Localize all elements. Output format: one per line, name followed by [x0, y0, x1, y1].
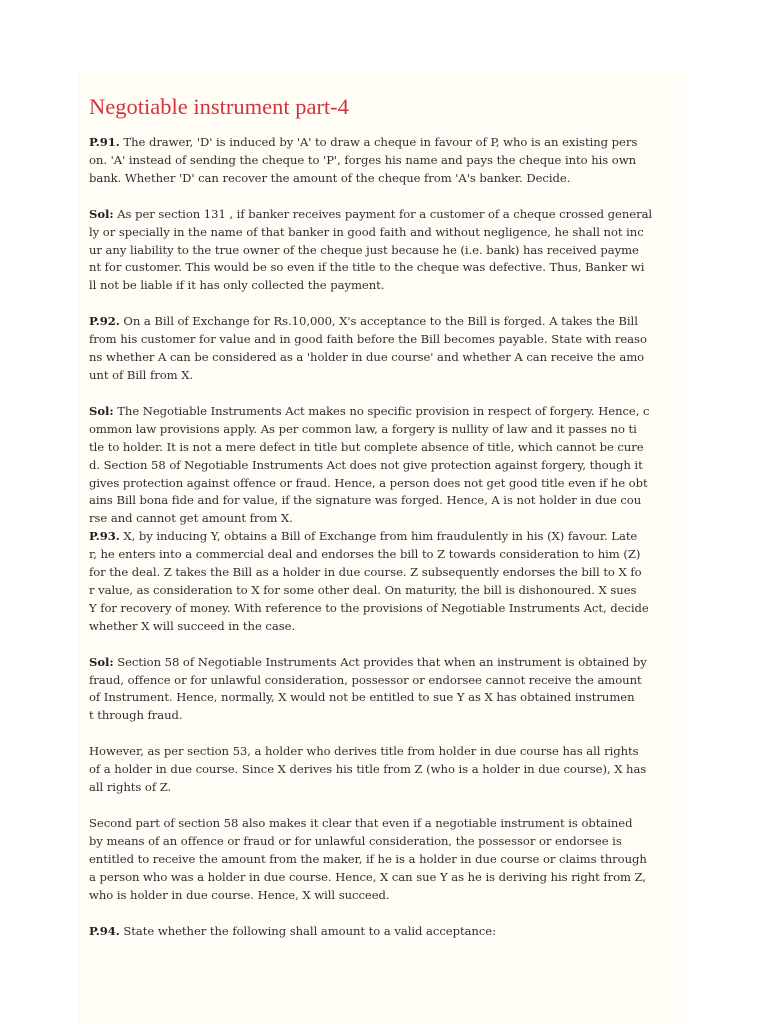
paragraph-sol-p91	[89, 206, 681, 296]
text-line: for the deal. Z takes the Bill as a holder in due course. Z subsequently endorses the bill to X fo	[89, 565, 642, 580]
paragraph-sol-p92	[89, 403, 681, 528]
text-line: P.94. State whether the following shall amount to a valid acceptance:	[89, 923, 496, 938]
text-line: gives protection against offence or fraud. Hence, a person does not get good title even if he obt	[89, 475, 648, 490]
question-label: P.91.	[89, 135, 120, 149]
text-line: tle to holder. It is not a mere defect in title but complete absence of title, which cannot be cure	[89, 439, 644, 454]
paragraph-p93	[89, 528, 681, 635]
text-line: P.92. On a Bill of Exchange for Rs.10,000, X's acceptance to the Bill is forged. A takes the Bill	[89, 314, 638, 329]
text-line: by means of an offence or fraud or for unlawful consideration, the possessor or endorsee is	[89, 833, 622, 848]
paragraph-p94	[89, 923, 681, 941]
text-line: from his customer for value and in good faith before the Bill becomes payable. State with reaso	[89, 332, 647, 347]
paragraph-p91	[89, 134, 681, 188]
paragraph-p92	[89, 313, 681, 385]
text-line: ur any liability to the true owner of the cheque just because he (i.e. bank) has received payme	[89, 242, 639, 257]
text-line: ly or specially in the name of that banker in good faith and without negligence, he shall not inc	[89, 224, 644, 239]
solution-label: Sol:	[89, 403, 114, 418]
text-line: P.93. X, by inducing Y, obtains a Bill of Exchange from him fraudulently in his (X) favour. Late	[89, 529, 638, 544]
paragraph-section-53	[89, 743, 681, 797]
text-line: ains Bill bona fide and for value, if the signature was forged. Hence, A is not holder in due cou	[89, 493, 642, 508]
text-line: a person who was a holder in due course. Hence, X can sue Y as he is deriving his right from Z,	[89, 869, 647, 884]
text-line: on. 'A' instead of sending the cheque to 'P', forges his name and pays the cheque into his own	[89, 152, 637, 167]
text-line: d. Section 58 of Negotiable Instruments Act does not give protection against forgery, though it	[89, 457, 643, 472]
question-label: P.94.	[89, 923, 120, 938]
paragraph-sol-p93	[89, 654, 681, 726]
text-line: Sol: As per section 131 , if banker receives payment for a customer of a cheque crossed general	[89, 206, 653, 221]
text-line: bank. Whether 'D' can recover the amount of the cheque from 'A's banker. Decide.	[89, 170, 571, 185]
text-line: t through fraud.	[89, 708, 183, 723]
text-line: all rights of Z.	[89, 780, 172, 795]
text-line: However, as per section 53, a holder who derives title from holder in due course has all rights	[89, 744, 639, 759]
text-line: Sol: Section 58 of Negotiable Instruments Act provides that when an instrument is obtained by	[89, 654, 647, 669]
text-line: whether X will succeed in the case.	[89, 618, 296, 633]
text-line: Second part of section 58 also makes it clear that even if a negotiable instrument is obtained	[89, 816, 633, 830]
question-label: P.92.	[89, 314, 120, 329]
text-line: of a holder in due course. Since X derives his title from Z (who is a holder in due course), X has	[89, 762, 647, 777]
text-line: P.91. The drawer, 'D' is induced by 'A' to draw a cheque in favour of P, who is an existing pers	[89, 135, 638, 149]
paragraph-section-58	[89, 815, 681, 905]
text-line: unt of Bill from X.	[89, 367, 194, 382]
document-title: Negotiable instrument part-4	[89, 94, 349, 119]
text-line: r value, as consideration to X for some other deal. On maturity, the bill is dishonoured. X sues	[89, 582, 637, 597]
text-line: rse and cannot get amount from X.	[89, 511, 293, 526]
text-line: nt for customer. This would be so even if the title to the cheque was defective. Thus, Banker wi	[89, 260, 645, 275]
solution-label: Sol:	[89, 206, 114, 221]
question-label: P.93.	[89, 529, 120, 544]
text-line: fraud, offence or for unlawful consideration, possessor or endorsee cannot receive the amount	[89, 672, 642, 687]
text-line: of Instrument. Hence, normally, X would not be entitled to sue Y as X has obtained instrumen	[89, 690, 635, 705]
text-line: entitled to receive the amount from the maker, if he is a holder in due course or claims through	[89, 851, 647, 866]
text-line: ns whether A can be considered as a 'holder in due course' and whether A can receive the amo	[89, 350, 645, 365]
text-line: r, he enters into a commercial deal and endorses the bill to Z towards consideration to him (Z)	[89, 547, 641, 562]
solution-label: Sol:	[89, 654, 114, 669]
text-line: ommon law provisions apply. As per common law, a forgery is nullity of law and it passes no ti	[89, 421, 637, 436]
text-line: Sol: The Negotiable Instruments Act makes no specific provision in respect of forgery. Hence, c	[89, 403, 650, 418]
text-line: who is holder in due course. Hence, X will succeed.	[89, 887, 390, 902]
text-line: ll not be liable if it has only collected the payment.	[89, 278, 385, 293]
text-line: Y for recovery of money. With reference to the provisions of Negotiable Instruments Act, decide	[89, 600, 649, 615]
document-content	[89, 94, 681, 958]
